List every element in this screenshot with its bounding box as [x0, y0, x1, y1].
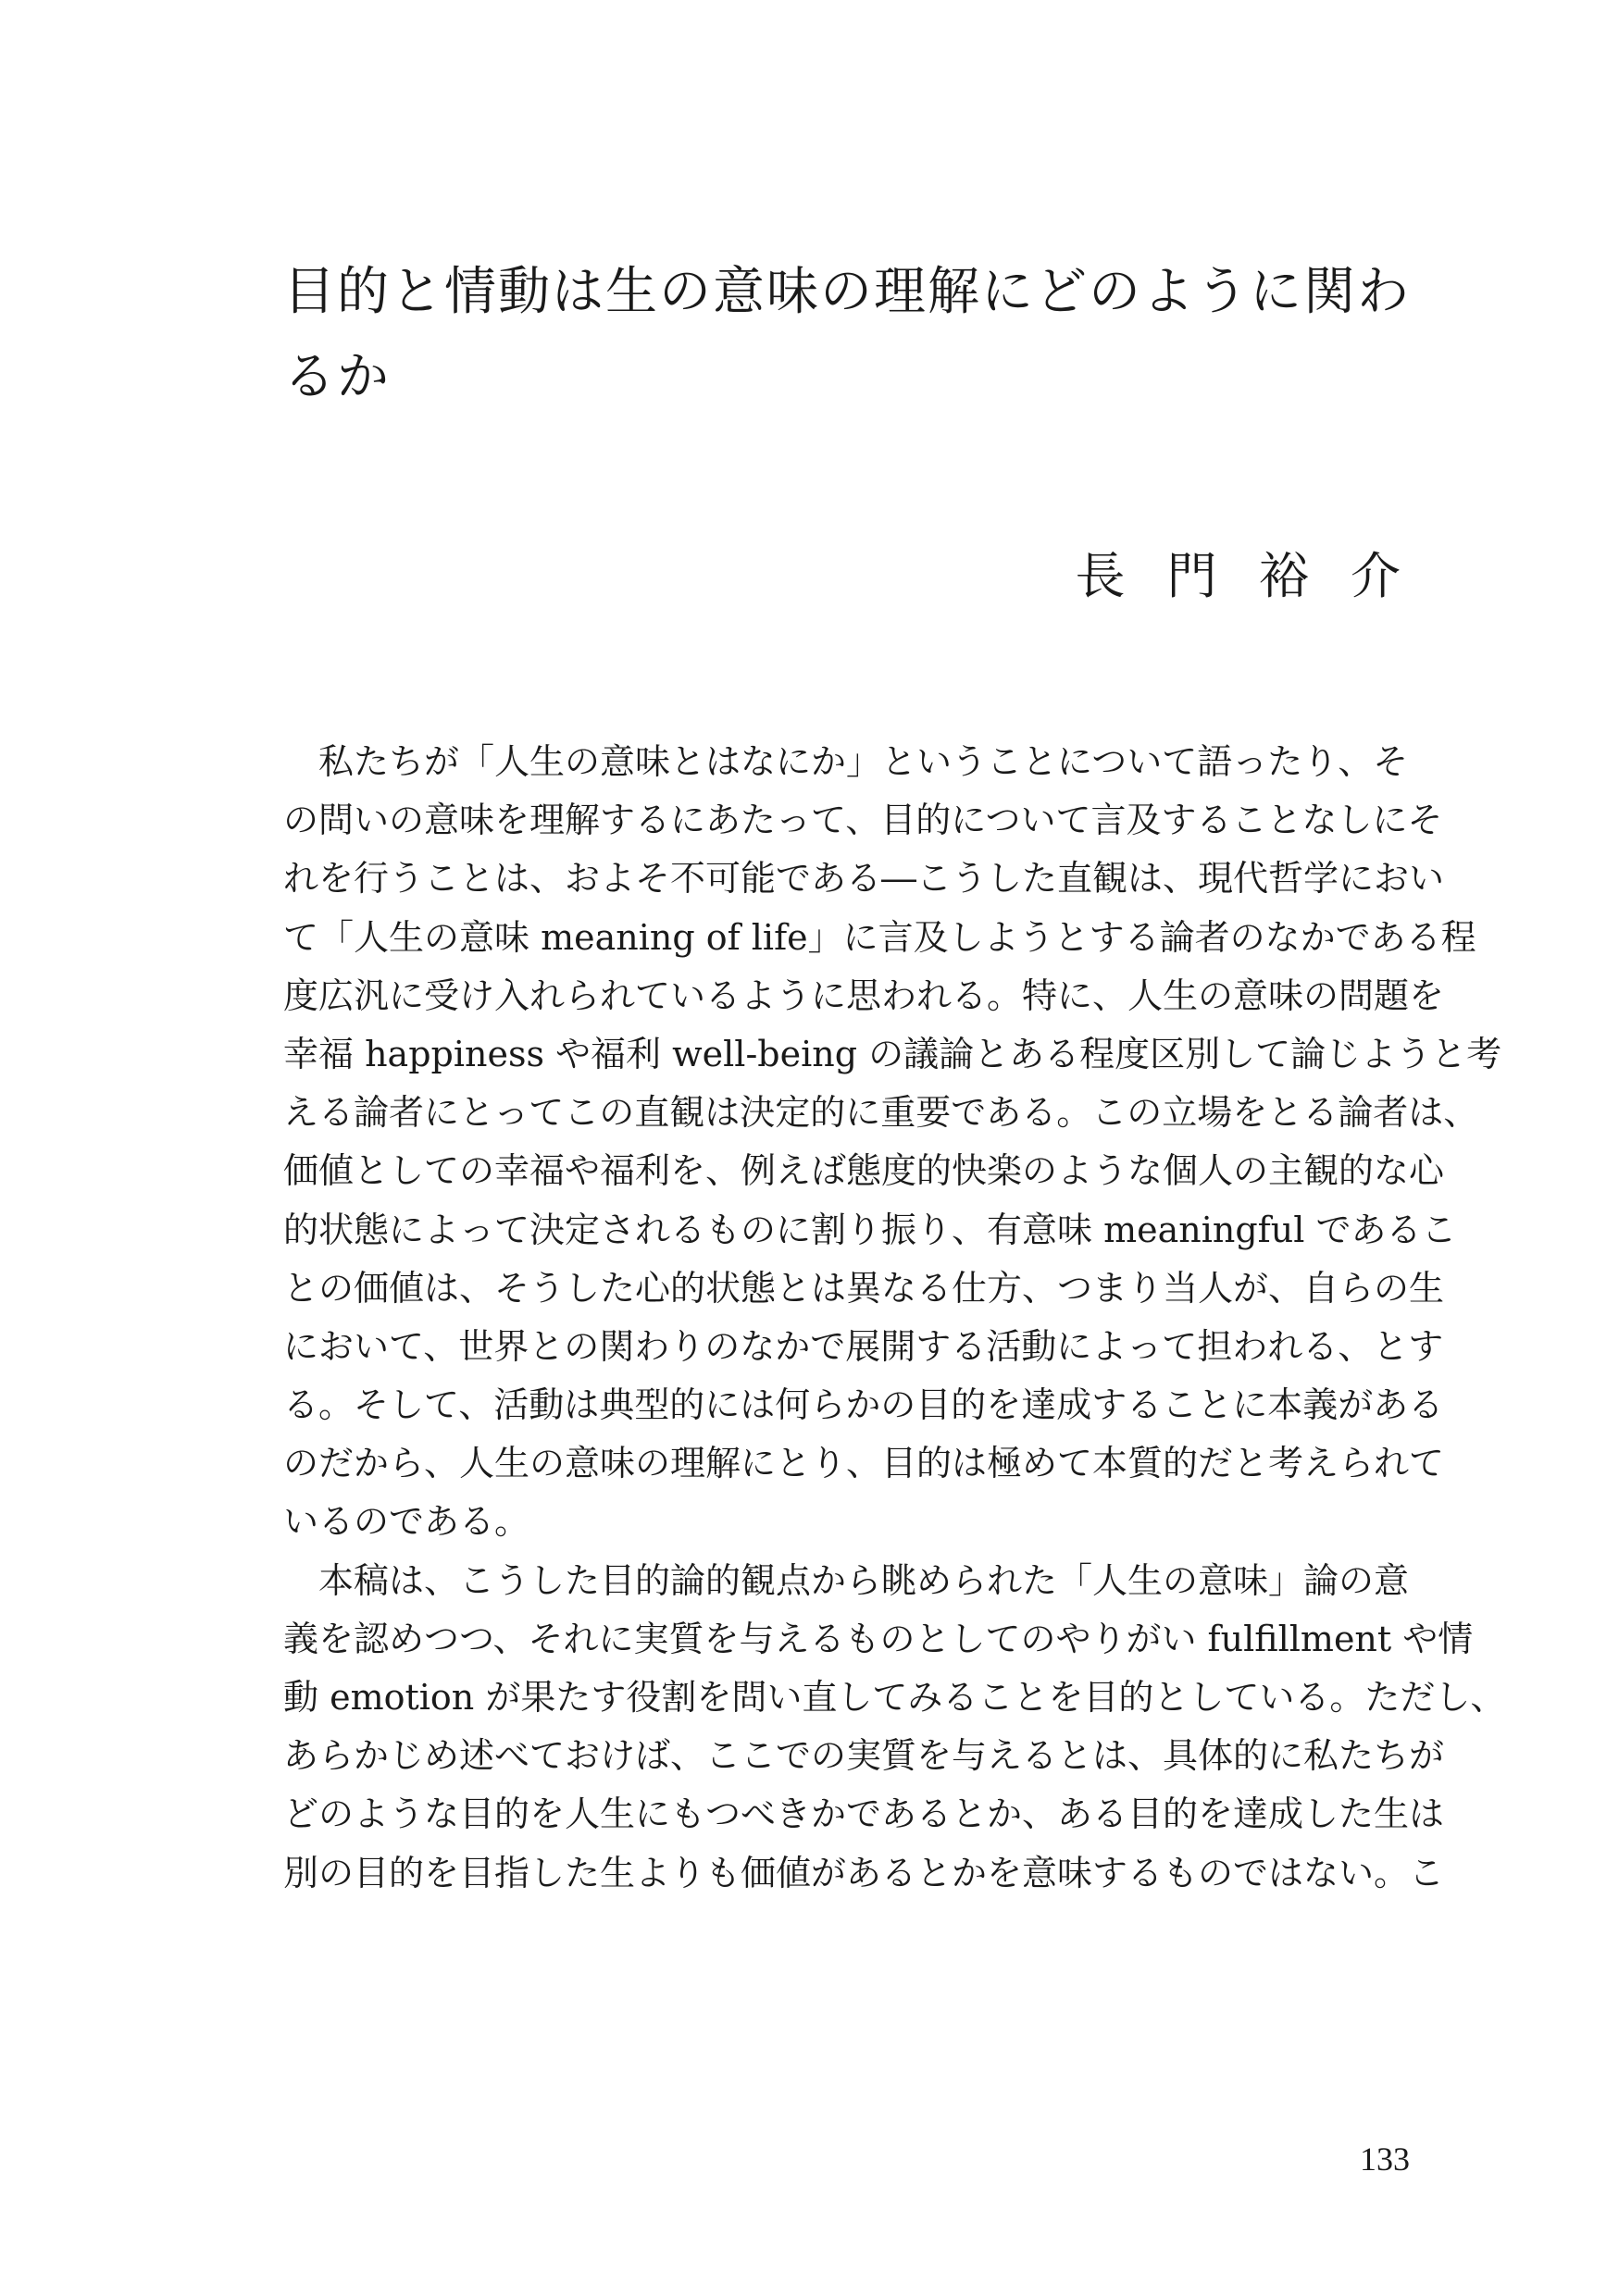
body-line: える論者にとってこの直観は決定的に重要である。この立場をとる論者は、 — [283, 1092, 1479, 1134]
article-title — [283, 250, 1440, 420]
body-line: 動 emotion が果たす役割を問い直してみることを目的としている。ただし、 — [283, 1677, 1506, 1718]
body-line: れを行うことは、およそ不可能である―こうした直観は、現代哲学におい — [283, 858, 1445, 900]
body-line: あらかじめ述べておけば、ここでの実質を与えるとは、具体的に私たちが — [283, 1735, 1445, 1777]
body-line: 私たちが「人生の意味とはなにか」ということについて語ったり、そ — [283, 741, 1409, 782]
author-name: 長 門 裕 介 — [1075, 547, 1414, 605]
body-line: のだから、人生の意味の理解にとり、目的は極めて本質的だと考えられて — [283, 1443, 1445, 1484]
body-line: 本稿は、こうした目的論的観点から眺められた「人生の意味」論の意 — [283, 1559, 1410, 1601]
body-line: 義を認めつつ、それに実質を与えるものとしてのやりがい fulfillment や情 — [283, 1618, 1474, 1659]
body-line: 幸福 happiness や福利 well-being の議論とある程度区別して論じようと考 — [283, 1033, 1502, 1074]
body-line: いるのである。 — [283, 1501, 530, 1543]
body-line: 的状態によって決定されるものに割り振り、有意味 meaningful であるこ — [283, 1209, 1457, 1250]
body-line: との価値は、そうした心的状態とは異なる仕方、つまり当人が、自らの生 — [283, 1267, 1445, 1309]
body-line: 価値としての幸福や福利を、例えば態度的快楽のような個人の主観的な心 — [283, 1150, 1445, 1192]
body-paragraphs — [283, 733, 1506, 1903]
body-line: る。そして、活動は典型的には何らかの目的を達成することに本義がある — [283, 1384, 1444, 1426]
body-line: において、世界との関わりのなかで展開する活動によって担われる、とす — [283, 1325, 1444, 1367]
title-line: るか — [283, 347, 391, 407]
body-line: て「人生の意味 meaning of life」に言及しようとする論者のなかである程 — [283, 916, 1476, 958]
title-line: 目的と情動は生の意味の理解にどのように関わ — [283, 262, 1411, 322]
page-number: 133 — [1360, 2141, 1410, 2178]
body-line: 度広汎に受け入れられているように思われる。特に、人生の意味の問題を — [283, 974, 1445, 1016]
body-line: の問いの意味を理解するにあたって、目的について言及することなしにそ — [283, 800, 1443, 841]
body-line: どのような目的を人生にもつべきかであるとか、ある目的を達成した生は — [283, 1793, 1445, 1835]
body-line: 別の目的を目指した生よりも価値があるとかを意味するものではない。こ — [283, 1852, 1445, 1893]
